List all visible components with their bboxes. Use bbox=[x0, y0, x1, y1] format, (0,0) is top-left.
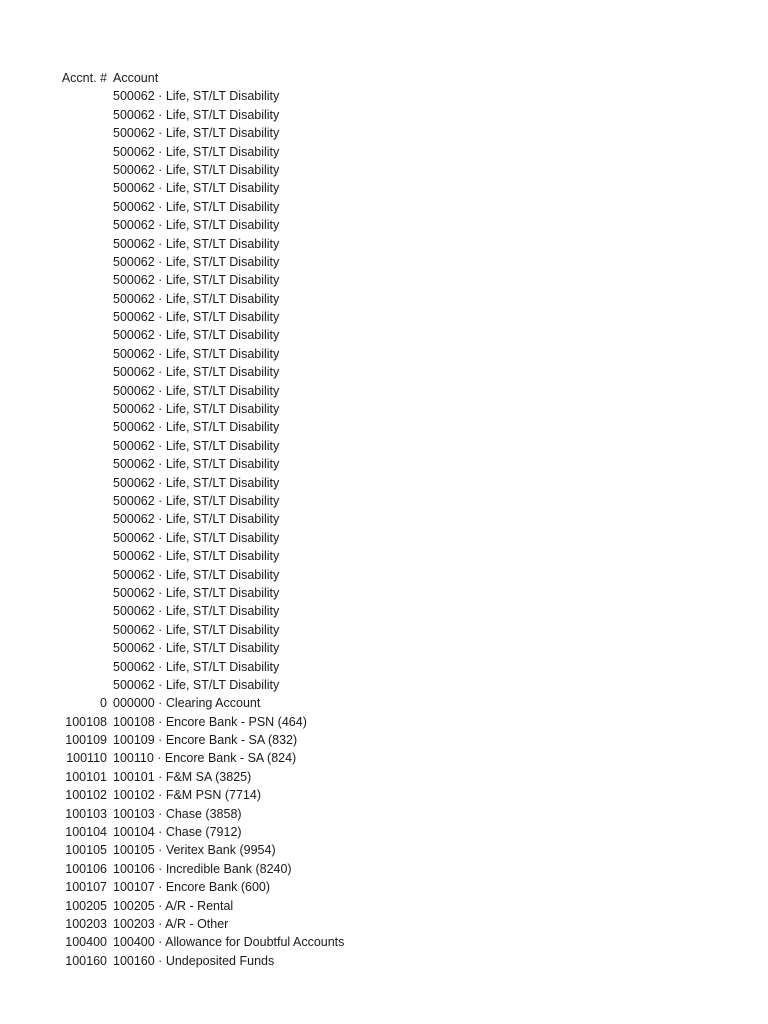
account-number-cell bbox=[0, 363, 113, 381]
account-number-cell: 100203 bbox=[65, 916, 107, 931]
rows-container bbox=[0, 87, 768, 970]
table-row bbox=[0, 639, 768, 657]
account-name-cell: 500062 · Life, ST/LT Disability bbox=[113, 218, 280, 233]
account-name-cell: 100106 · Incredible Bank (8240) bbox=[113, 861, 292, 876]
table-row bbox=[0, 602, 768, 620]
account-name-cell: 500062 · Life, ST/LT Disability bbox=[113, 475, 280, 490]
account-name-cell: 500062 · Life, ST/LT Disability bbox=[113, 254, 280, 269]
account-number-cell: 100101 bbox=[65, 769, 107, 784]
account-name-cell: 500062 · Life, ST/LT Disability bbox=[113, 641, 280, 656]
account-name-cell: 100205 · A/R - Rental bbox=[113, 898, 234, 913]
account-number-cell bbox=[0, 492, 113, 510]
account-number-cell bbox=[0, 235, 113, 253]
table-row bbox=[0, 179, 768, 197]
account-name-cell: 100105 · Veritex Bank (9954) bbox=[113, 843, 276, 858]
account-name-cell: 500062 · Life, ST/LT Disability bbox=[113, 585, 280, 600]
account-name-cell: 100102 · F&M PSN (7714) bbox=[113, 788, 261, 803]
account-number-cell bbox=[0, 658, 113, 676]
table-row bbox=[0, 694, 768, 712]
header-row bbox=[0, 69, 768, 87]
account-name-cell: 500062 · Life, ST/LT Disability bbox=[113, 438, 280, 453]
account-number-cell: 100108 bbox=[65, 714, 107, 729]
account-number-cell: 100400 bbox=[65, 935, 107, 950]
table-row bbox=[0, 326, 768, 344]
table-row bbox=[0, 455, 768, 473]
table-row bbox=[0, 363, 768, 381]
account-name-cell: 500062 · Life, ST/LT Disability bbox=[113, 144, 280, 159]
table-row bbox=[0, 143, 768, 161]
account-name-cell: 500062 · Life, ST/LT Disability bbox=[113, 677, 280, 692]
table-row bbox=[0, 860, 768, 878]
table-row bbox=[0, 786, 768, 804]
table-row bbox=[0, 510, 768, 528]
account-name-cell: 500062 · Life, ST/LT Disability bbox=[113, 549, 280, 564]
account-number-cell bbox=[0, 437, 113, 455]
table-row bbox=[0, 566, 768, 584]
account-number-cell bbox=[0, 198, 113, 216]
header-accnt-number: Accnt. # bbox=[61, 71, 107, 85]
account-number-cell bbox=[0, 124, 113, 142]
table-row bbox=[0, 235, 768, 253]
table-row bbox=[0, 308, 768, 326]
table-row bbox=[0, 658, 768, 676]
header-account: Account bbox=[113, 71, 159, 85]
account-name-cell: 000000 · Clearing Account bbox=[113, 696, 261, 711]
account-name-cell: 100104 · Chase (7912) bbox=[113, 825, 242, 840]
account-name-cell: 500062 · Life, ST/LT Disability bbox=[113, 199, 280, 214]
table-row bbox=[0, 749, 768, 767]
table-row bbox=[0, 271, 768, 289]
account-name-cell: 500062 · Life, ST/LT Disability bbox=[113, 604, 280, 619]
account-name-cell: 500062 · Life, ST/LT Disability bbox=[113, 346, 280, 361]
account-name-cell: 100400 · Allowance for Doubtful Accounts bbox=[113, 935, 345, 950]
table-row bbox=[0, 106, 768, 124]
account-name-cell: 100101 · F&M SA (3825) bbox=[113, 769, 252, 784]
table-row bbox=[0, 400, 768, 418]
account-number-cell bbox=[0, 584, 113, 602]
account-name-cell: 500062 · Life, ST/LT Disability bbox=[113, 567, 280, 582]
account-number-cell: 100104 bbox=[65, 825, 107, 840]
account-name-cell: 100109 · Encore Bank - SA (832) bbox=[113, 733, 298, 748]
account-name-cell: 500062 · Life, ST/LT Disability bbox=[113, 126, 280, 141]
account-name-cell: 500062 · Life, ST/LT Disability bbox=[113, 530, 280, 545]
table-row bbox=[0, 731, 768, 749]
account-number-cell bbox=[0, 290, 113, 308]
account-name-cell: 500062 · Life, ST/LT Disability bbox=[113, 310, 280, 325]
account-number-cell bbox=[0, 161, 113, 179]
table-row bbox=[0, 952, 768, 970]
table-row bbox=[0, 198, 768, 216]
account-name-cell: 500062 · Life, ST/LT Disability bbox=[113, 162, 280, 177]
table-row bbox=[0, 492, 768, 510]
account-number-cell bbox=[0, 639, 113, 657]
account-number-cell bbox=[0, 474, 113, 492]
table-row bbox=[0, 676, 768, 694]
account-number-cell bbox=[0, 308, 113, 326]
table-row bbox=[0, 823, 768, 841]
account-name-cell: 500062 · Life, ST/LT Disability bbox=[113, 457, 280, 472]
table-row bbox=[0, 933, 768, 951]
table-row bbox=[0, 161, 768, 179]
account-number-cell bbox=[0, 143, 113, 161]
table-row bbox=[0, 768, 768, 786]
account-name-cell: 500062 · Life, ST/LT Disability bbox=[113, 236, 280, 251]
account-number-cell bbox=[0, 418, 113, 436]
table-row bbox=[0, 345, 768, 363]
account-name-cell: 100203 · A/R - Other bbox=[113, 916, 229, 931]
account-name-cell: 500062 · Life, ST/LT Disability bbox=[113, 622, 280, 637]
account-number-cell: 100105 bbox=[65, 843, 107, 858]
account-number-cell bbox=[0, 547, 113, 565]
account-number-cell: 100103 bbox=[65, 806, 107, 821]
table-row bbox=[0, 87, 768, 105]
account-number-cell bbox=[0, 400, 113, 418]
table-row bbox=[0, 290, 768, 308]
account-name-cell: 500062 · Life, ST/LT Disability bbox=[113, 659, 280, 674]
account-name-cell: 500062 · Life, ST/LT Disability bbox=[113, 328, 280, 343]
account-name-cell: 500062 · Life, ST/LT Disability bbox=[113, 107, 280, 122]
account-name-cell: 500062 · Life, ST/LT Disability bbox=[113, 365, 280, 380]
account-number-cell: 100102 bbox=[65, 788, 107, 803]
table-row bbox=[0, 584, 768, 602]
table-row bbox=[0, 897, 768, 915]
account-number-cell bbox=[0, 510, 113, 528]
table-row bbox=[0, 713, 768, 731]
account-number-cell bbox=[0, 602, 113, 620]
account-name-cell: 500062 · Life, ST/LT Disability bbox=[113, 181, 280, 196]
account-number-cell: 0 bbox=[100, 696, 107, 711]
account-name-cell: 100108 · Encore Bank - PSN (464) bbox=[113, 714, 307, 729]
table-row bbox=[0, 437, 768, 455]
table-row bbox=[0, 621, 768, 639]
table-row bbox=[0, 547, 768, 565]
account-name-cell: 100160 · Undeposited Funds bbox=[113, 953, 275, 968]
account-number-cell: 100106 bbox=[65, 861, 107, 876]
table-row bbox=[0, 253, 768, 271]
account-name-cell: 500062 · Life, ST/LT Disability bbox=[113, 420, 280, 435]
account-number-cell bbox=[0, 326, 113, 344]
table-row bbox=[0, 382, 768, 400]
account-name-cell: 500062 · Life, ST/LT Disability bbox=[113, 89, 280, 104]
account-number-cell: 100160 bbox=[65, 953, 107, 968]
account-number-cell bbox=[0, 345, 113, 363]
table-row bbox=[0, 474, 768, 492]
account-name-cell: 100107 · Encore Bank (600) bbox=[113, 880, 271, 895]
table-row bbox=[0, 878, 768, 896]
account-number-cell: 100109 bbox=[65, 733, 107, 748]
account-number-cell: 100110 bbox=[66, 751, 107, 766]
account-number-cell bbox=[0, 529, 113, 547]
account-name-cell: 500062 · Life, ST/LT Disability bbox=[113, 493, 280, 508]
account-number-cell bbox=[0, 676, 113, 694]
account-number-cell bbox=[0, 382, 113, 400]
account-name-cell: 500062 · Life, ST/LT Disability bbox=[113, 273, 280, 288]
account-number-cell bbox=[0, 566, 113, 584]
account-name-cell: 500062 · Life, ST/LT Disability bbox=[113, 402, 280, 417]
account-number-cell bbox=[0, 621, 113, 639]
account-number-cell bbox=[0, 271, 113, 289]
account-name-cell: 500062 · Life, ST/LT Disability bbox=[113, 512, 280, 527]
table-row bbox=[0, 418, 768, 436]
account-number-cell bbox=[0, 455, 113, 473]
account-number-cell bbox=[0, 216, 113, 234]
table-row bbox=[0, 805, 768, 823]
table-row bbox=[0, 529, 768, 547]
account-number-cell bbox=[0, 106, 113, 124]
account-name-cell: 500062 · Life, ST/LT Disability bbox=[113, 291, 280, 306]
account-name-cell: 100110 · Encore Bank - SA (824) bbox=[113, 751, 297, 766]
account-number-cell: 100107 bbox=[65, 880, 107, 895]
account-list bbox=[0, 69, 768, 970]
account-number-cell bbox=[0, 179, 113, 197]
account-name-cell: 500062 · Life, ST/LT Disability bbox=[113, 383, 280, 398]
account-number-cell bbox=[0, 253, 113, 271]
table-row bbox=[0, 841, 768, 859]
table-row bbox=[0, 915, 768, 933]
account-number-cell bbox=[0, 87, 113, 105]
table-row bbox=[0, 216, 768, 234]
account-number-cell: 100205 bbox=[65, 898, 107, 913]
table-row bbox=[0, 124, 768, 142]
account-name-cell: 100103 · Chase (3858) bbox=[113, 806, 242, 821]
